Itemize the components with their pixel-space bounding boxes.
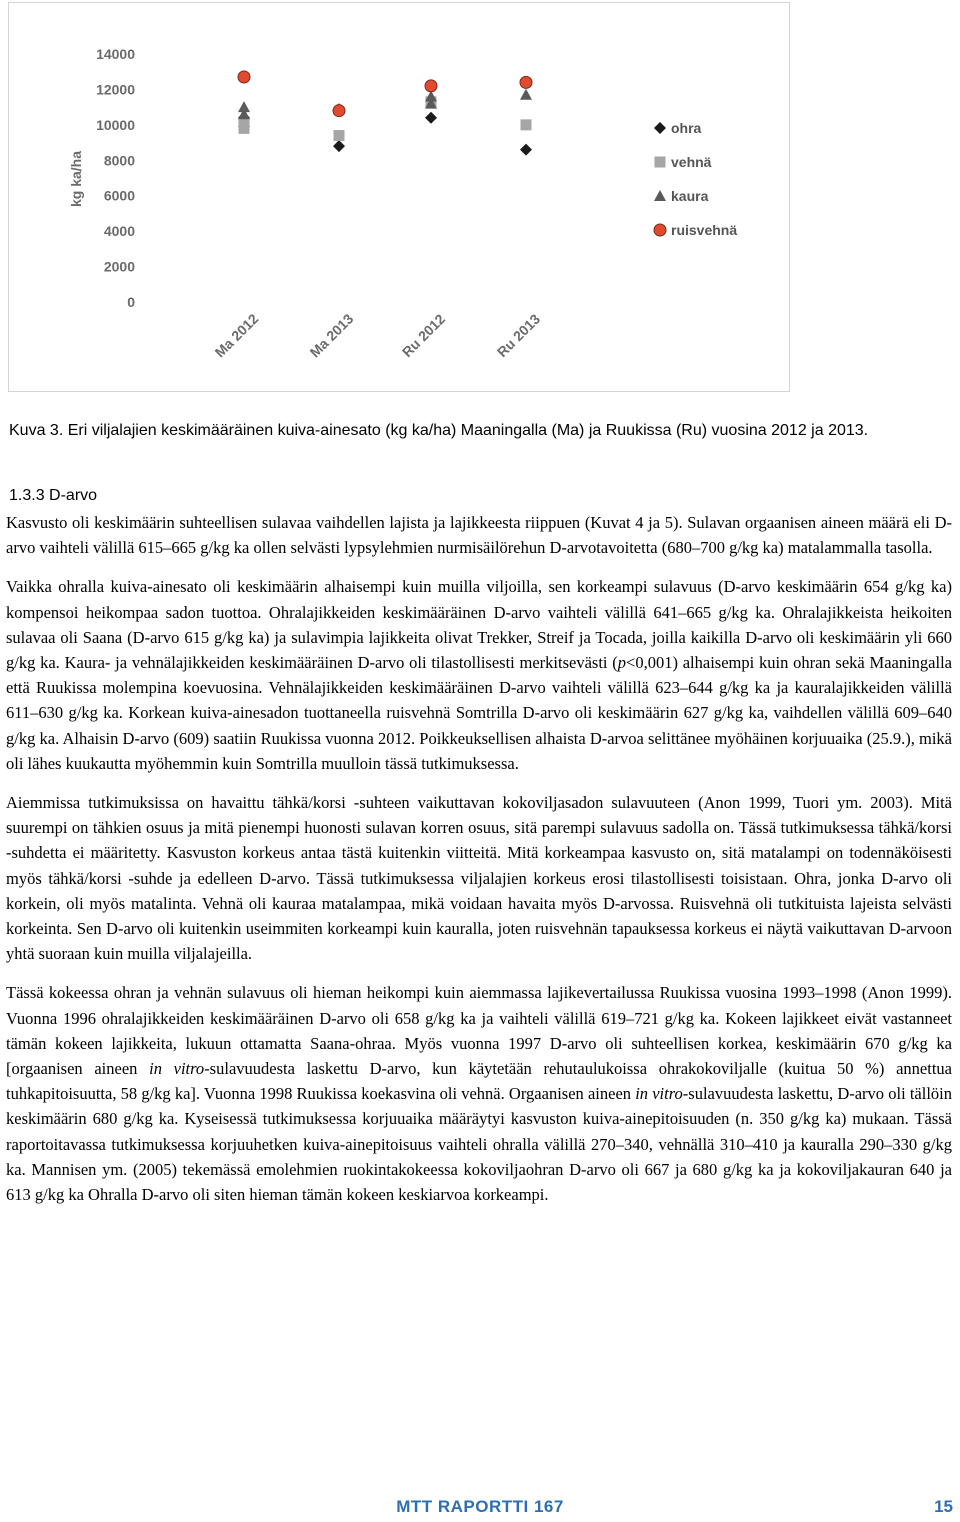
y-tick-label: 0: [127, 294, 135, 310]
data-point-ruisvehnä: [238, 71, 250, 83]
legend-marker-ohra: [654, 122, 666, 134]
data-point-ruisvehnä: [333, 105, 345, 117]
y-tick-label: 2000: [103, 258, 135, 275]
x-tick-label: Ma 2012: [211, 310, 262, 361]
legend-marker-kaura: [654, 190, 666, 201]
data-point-kaura: [520, 89, 532, 100]
legend-label-ohra: ohra: [671, 120, 702, 136]
y-tick-label: 10000: [96, 116, 135, 133]
paragraph-1: Kasvusto oli keskimäärin suhteellisen sulavaa vaihdellen lajista ja lajikkeesta riippuen (Kuvat 4 ja 5). Sulavan orgaanisen aineen määrä eli D-arvo vaihteli välillä 615–665 g/kg ka ollen selvästi lypsylehmien nurmisäilörehun D-arvotavoitetta (680–700 g/kg ka) matalammalla tasolla.: [6, 513, 952, 558]
y-tick-label: 6000: [103, 187, 135, 204]
paragraph-3: Aiemmissa tutkimuksissa on havaittu tähkä/korsi -suhteen vaikuttavan kokoviljasadon sulavuuteen (Anon 1999, Tuori ym. 2003). Mitä suurempi on tähkien osuus ja mitä pienempi huonosti sulavan korren osuus, sitä parempi sulavuus sadolla on. Tässä tutkimuksessa tähkä/korsi -suhdetta ei määritetty. Kasvuston korkeus antaa tästä kuitenkin viitteitä. Mitä korkeampaa kasvusto on, sitä matalampi on todennäköisesti myös tähkä/korsi -suhde ja edelleen D-arvo. Tässä tutkimuksessa viljalajien korkeus erosi tilastollisesti toisistaan. Ohra, jonka D-arvo oli korkein, oli myös matalinta. Vehnä oli kauraa matalampaa, mikä voidaan havaita myös D-arvossa. Ruisvehnä oli tutkituista lajeista selvästi korkeinta. Sen D-arvo oli kuitenkin useimmiten korkeampi kuin kauralla, joten ruisvehnän tapauksessa korkeus ei näytä vaikuttavan D-arvoon yhtä suoraan kuin muilla viljalajeilla.: [6, 793, 952, 964]
figure-caption: Kuva 3. Eri viljalajien keskimääräinen kuiva-ainesato (kg ka/ha) Maaningalla (Ma) ja Ruukissa (Ru) vuosina 2012 ja 2013.: [9, 422, 869, 439]
body-text: [6, 510, 952, 1207]
y-tick-label: 12000: [96, 81, 135, 98]
footer-report-title: MTT RAPORTTI 167: [396, 1497, 564, 1516]
page-number: 15: [934, 1497, 953, 1516]
paragraph-2-part-a: Vaikka ohralla kuiva-ainesato oli keskimäärin alhaisempi kuin muilla viljoilla, sen korkeampi sulavuus (D-arvo keskimäärin 654 g/kg ka) kompensoi heikompaa sadon tuottoa. Ohralajikkeiden keskimääräinen D-arvo vaihteli välillä 641–665 g/kg ka. Ohralajikkeista heikoiten sulavaa oli Saana (D-arvo 615 g/kg ka) ja sulavimpia lajikkeita olivat Trekker, Streif ja Tocada, joilla kaikilla D-arvo oli keskimäärin yli 660 g/kg ka. Kaura- ja vehnälajikkeiden keskimääräinen D-arvo oli tilastollisesti merkitsevästi (: [6, 577, 952, 673]
section-heading: 1.3.3 D-arvo: [9, 487, 98, 504]
paragraph-2: [6, 574, 952, 776]
y-tick-label: 14000: [96, 46, 135, 62]
dry-matter-yield-chart: [9, 3, 789, 391]
data-point-ruisvehnä: [520, 76, 532, 88]
y-axis-label: kg ka/ha: [68, 150, 84, 208]
y-tick-label: 8000: [103, 152, 135, 169]
data-point-ohra: [425, 112, 437, 124]
x-tick-label: Ru 2013: [493, 310, 544, 361]
x-tick-label: Ru 2012: [398, 310, 449, 361]
data-point-ruisvehnä: [425, 80, 437, 92]
legend-label-ruisvehnä: ruisvehnä: [671, 222, 738, 238]
data-point-ohra: [520, 144, 532, 156]
data-point-ohra: [333, 140, 345, 152]
data-point-vehnä: [334, 130, 345, 141]
legend-label-kaura: kaura: [671, 188, 709, 204]
in-vitro-term-2: in vitro: [635, 1084, 683, 1104]
paragraph-4-part-a: Tässä kokeessa ohran ja vehnän sulavuus oli hieman heikompi kuin aiemmassa lajikevertailussa Ruukissa vuosina 1993–1998 (Anon 1999). Vuonna 1996 ohralajikkeiden keskimääräinen D-arvo oli 658 g/kg ka ja vaihteli välillä 619–721 g/kg ka. Kokeen lajikkeet eivät vastanneet tämän kokeen lajikkeita, lukuun ottamatta Saana-ohraa. Myös vuonna 1997 D-arvo oli suhteellisen korkea, keskimäärin 670 g/kg ka [orgaanisen aineen: [6, 983, 952, 1079]
in-vitro-term-1: in vitro: [149, 1059, 205, 1079]
y-tick-label: 4000: [103, 223, 135, 240]
data-point-vehnä: [521, 119, 532, 130]
legend-marker-vehnä: [655, 157, 666, 168]
chart-frame: [8, 2, 790, 392]
paragraph-4-part-c: -sulavuudesta laskettu, D-arvo oli tällöin keskimäärin 680 g/kg ka. Kyseisessä tutkimuksessa korjuuaika määräytyi kasvuston kuiva-ainepitoisuuden (n. 350 g/kg ka) mukaan. Tässä raportoitavassa tutkimuksessa korjuuhetken kuiva-ainepitoisuus vaihteli ohralla välillä 270–340, vehnällä 310–410 ja kauralla 290–330 g/kg ka. Mannisen ym. (2005) tekemässä emolehmien ruokintakokeessa kokoviljaohran D-arvo oli 667 ja 680 g/kg ka ja kokoviljakauran 640 ja 613 g/kg ka Ohralla D-arvo oli siten hieman tämän kokeen keskiarvoa korkeampi.: [6, 1084, 952, 1205]
data-point-vehnä: [239, 123, 250, 134]
x-tick-label: Ma 2013: [306, 310, 357, 361]
legend-label-vehnä: vehnä: [671, 154, 712, 170]
paragraph-2-part-b: <0,001) alhaisempi kuin ohran sekä Maaningalla että Ruukissa molempina koevuosina. Vehnälajikkeiden keskimääräinen D-arvo vaihteli välillä 623–644 g/kg ka ja kauralajikkeiden välillä 611–630 g/kg ka. Korkean kuiva-ainesadon tuottaneella ruisvehnä Somtrilla D-arvo oli keskimäärin 627 g/kg ka, vaihdellen välillä 609–640 g/kg ka. Alhaisin D-arvo (609) saatiin Ruukissa vuonna 2012. Poikkeuksellisen alhaista D-arvoa selittänee myöhäinen korjuuaika (25.9.), mikä oli lähes kuukautta myöhemmin kuin Somtrilla muulloin tässä tutkimuksessa.: [6, 653, 952, 773]
paragraph-4: [6, 980, 952, 1207]
paragraph-4-part-b: -sulavuudesta laskettu D-arvo, kun käytetään rehutaulukoissa ohrakokoviljalle (kuitua 50 %) annettua tuhkapitoisuutta, 58 g/kg ka]. Vuonna 1998 Ruukissa koekasvina oli vehnä. Orgaanisen aineen: [6, 1059, 952, 1104]
legend-marker-ruisvehnä: [654, 224, 666, 236]
p-value-symbol: p: [617, 653, 627, 673]
